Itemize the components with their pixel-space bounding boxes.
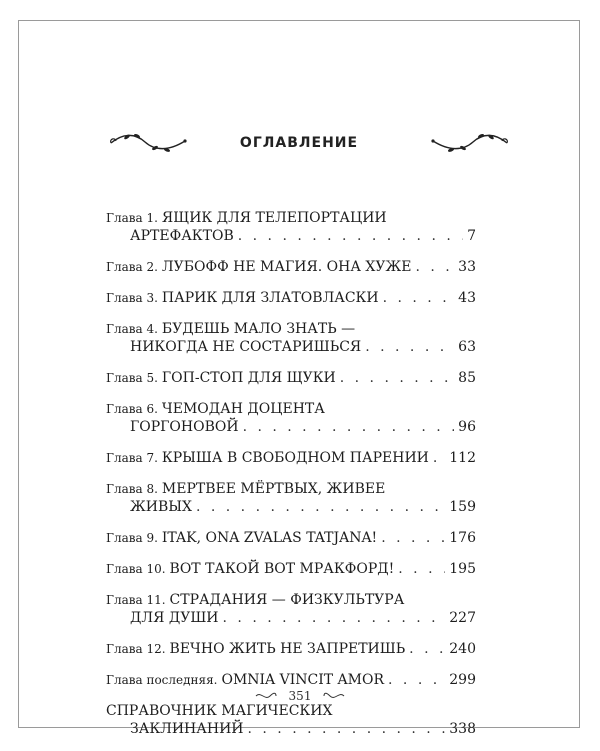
- toc-entry-line: [106, 320, 476, 338]
- toc-entry[interactable]: [106, 702, 476, 738]
- toc-entry[interactable]: [106, 369, 476, 387]
- chapter-label: Глава 9.: [106, 531, 158, 545]
- toc-entry-line: [106, 498, 476, 516]
- toc-entry-line: [106, 529, 476, 547]
- chapter-title: ЯЩИК ДЛЯ ТЕЛЕПОРТАЦИИ: [161, 210, 387, 226]
- chapter-page-number: 227: [449, 610, 476, 626]
- chapter-title: НИКОГДА НЕ СОСТАРИШЬСЯ: [130, 339, 362, 355]
- toc-entry-line: [106, 258, 476, 276]
- toc-entry-line: [106, 338, 476, 356]
- page-footer: [0, 688, 600, 703]
- table-of-contents: [106, 209, 476, 751]
- chapter-page-number: 195: [449, 561, 476, 577]
- toc-entry-line: [106, 720, 476, 738]
- chapter-label: Глава 12.: [106, 642, 166, 656]
- chapter-label: Глава 2.: [106, 260, 158, 274]
- dot-leader: [196, 498, 445, 516]
- dot-leader: [433, 449, 445, 467]
- toc-entry-line: [106, 369, 476, 387]
- swash-right-icon: [323, 691, 345, 701]
- chapter-title: СПРАВОЧНИК МАГИЧЕСКИХ: [106, 703, 333, 719]
- dot-leader: [243, 418, 455, 436]
- chapter-title: БУДЕШЬ МАЛО ЗНАТЬ —: [161, 321, 356, 337]
- chapter-page-number: 63: [458, 339, 476, 355]
- toc-entry-line: [106, 227, 476, 245]
- chapter-label: Глава 10.: [106, 562, 166, 576]
- toc-entry-line: [106, 449, 476, 467]
- toc-entry-line: [106, 289, 476, 307]
- dot-leader: [365, 338, 454, 356]
- page-number: 351: [288, 688, 312, 703]
- chapter-title: ЧЕМОДАН ДОЦЕНТА: [161, 401, 325, 417]
- chapter-label: Глава 6.: [106, 402, 158, 416]
- toc-entry[interactable]: [106, 449, 476, 467]
- dot-leader: [381, 529, 445, 547]
- toc-entry[interactable]: [106, 289, 476, 307]
- chapter-page-number: 240: [449, 641, 476, 657]
- toc-entry-line: [106, 702, 476, 720]
- toc-entry[interactable]: [106, 320, 476, 356]
- dot-leader: [248, 720, 446, 738]
- toc-entry-line: [106, 609, 476, 627]
- chapter-page-number: 85: [458, 370, 476, 386]
- chapter-label: Глава 1.: [106, 211, 158, 225]
- page-title: ОГЛАВЛЕНИЕ: [239, 135, 359, 151]
- toc-entry[interactable]: [106, 209, 476, 245]
- toc-entry[interactable]: [106, 400, 476, 436]
- chapter-title: ЗАКЛИНАНИЙ: [130, 721, 244, 737]
- toc-entry-line: [106, 591, 476, 609]
- dot-leader: [388, 671, 445, 689]
- chapter-label: Глава 5.: [106, 371, 158, 385]
- chapter-title: КРЫША В СВОБОДНОМ ПАРЕНИИ: [161, 450, 429, 466]
- chapter-page-number: 338: [449, 721, 476, 737]
- toc-entry[interactable]: [106, 480, 476, 516]
- chapter-page-number: 33: [458, 259, 476, 275]
- chapter-label: Глава 11.: [106, 593, 166, 607]
- toc-entry-line: [106, 671, 476, 689]
- swash-left-icon: [255, 691, 277, 701]
- chapter-title: ПАРИК ДЛЯ ЗЛАТОВЛАСКИ: [161, 290, 379, 306]
- chapter-label: Глава 7.: [106, 451, 158, 465]
- toc-entry[interactable]: [106, 640, 476, 658]
- chapter-label: Глава 3.: [106, 291, 158, 305]
- chapter-title: ITAK, ONA ZVALAS TATJANA!: [161, 530, 378, 546]
- toc-entry-line: [106, 418, 476, 436]
- chapter-title: ГОП-СТОП ДЛЯ ЩУКИ: [161, 370, 336, 386]
- chapter-title: ВОТ ТАКОЙ ВОТ МРАКФОРД!: [169, 561, 395, 577]
- chapter-title: ЖИВЫХ: [130, 499, 192, 515]
- dot-leader: [340, 369, 454, 387]
- chapter-page-number: 7: [467, 228, 476, 244]
- toc-entry[interactable]: [106, 258, 476, 276]
- toc-entry[interactable]: [106, 529, 476, 547]
- toc-entry[interactable]: [106, 591, 476, 627]
- chapter-title: ЛУБОФФ НЕ МАГИЯ. ОНА ХУЖЕ: [161, 259, 412, 275]
- dot-leader: [398, 560, 445, 578]
- toc-entry[interactable]: [106, 671, 476, 689]
- dot-leader: [238, 227, 463, 245]
- chapter-title: АРТЕФАКТОВ: [130, 228, 234, 244]
- chapter-page-number: 299: [449, 672, 476, 688]
- toc-entry-line: [106, 480, 476, 498]
- dot-leader: [415, 258, 454, 276]
- chapter-label: Глава 4.: [106, 322, 158, 336]
- chapter-title: СТРАДАНИЯ — ФИЗКУЛЬТУРА: [169, 592, 405, 608]
- toc-entry-line: [106, 400, 476, 418]
- dot-leader: [223, 609, 446, 627]
- chapter-page-number: 43: [458, 290, 476, 306]
- chapter-title: МЕРТВЕЕ МЁРТВЫХ, ЖИВЕЕ: [161, 481, 386, 497]
- dot-leader: [409, 640, 445, 658]
- chapter-label: Глава 8.: [106, 482, 158, 496]
- chapter-label: Глава последняя.: [106, 673, 218, 687]
- chapter-page-number: 96: [458, 419, 476, 435]
- toc-entry-line: [106, 560, 476, 578]
- chapter-page-number: 112: [449, 450, 476, 466]
- toc-entry-line: [106, 209, 476, 227]
- chapter-title: ГОРГОНОВОЙ: [130, 419, 239, 435]
- chapter-page-number: 176: [449, 530, 476, 546]
- chapter-title: OMNIA VINCIT AMOR: [221, 672, 385, 688]
- toc-entry[interactable]: [106, 560, 476, 578]
- dot-leader: [383, 289, 455, 307]
- toc-entry-line: [106, 640, 476, 658]
- chapter-page-number: 159: [449, 499, 476, 515]
- chapter-title: ДЛЯ ДУШИ: [130, 610, 219, 626]
- chapter-title: ВЕЧНО ЖИТЬ НЕ ЗАПРЕТИШЬ: [169, 641, 406, 657]
- vine-ornament-right-icon: [429, 129, 511, 155]
